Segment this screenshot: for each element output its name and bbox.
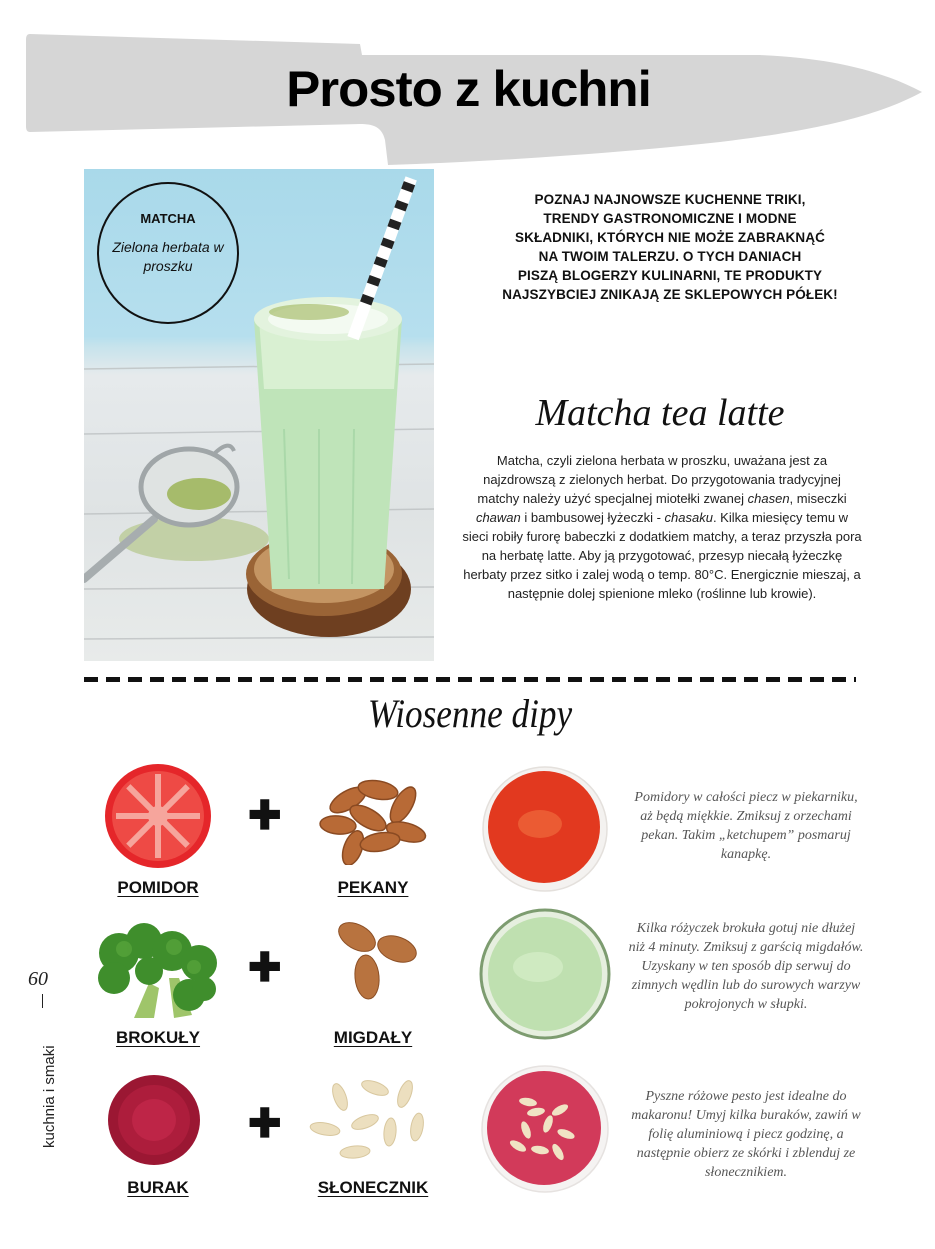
intro-text bbox=[470, 190, 870, 304]
ingredient-label: POMIDOR bbox=[117, 878, 199, 897]
badge-subtitle: Zielona herbata w proszku bbox=[112, 239, 224, 274]
broccoli-dip-jar-image bbox=[478, 907, 612, 1041]
broccoli-image bbox=[94, 923, 222, 1021]
section-label: kuchnia i smaki bbox=[41, 1045, 58, 1148]
intro-line: NAJSZYBCIEJ ZNIKAJĄ ZE SKLEPOWYCH PÓŁEK! bbox=[502, 287, 838, 302]
ingredient-label: BURAK bbox=[127, 1178, 189, 1197]
dip-row-tomato bbox=[0, 760, 935, 900]
page-title: Prosto z kuchni bbox=[286, 61, 651, 117]
ingredient-label: PEKANY bbox=[337, 878, 409, 897]
dip-row-broccoli bbox=[0, 915, 935, 1055]
ingredient-label: MIGDAŁY bbox=[333, 1028, 413, 1047]
pecans-image bbox=[318, 770, 430, 865]
beet-pesto-bowl-image bbox=[478, 1064, 612, 1194]
dip-description: Kilka różyczek brokuła gotuj nie dłużej niż 4 minuty. Zmiksuj z garścią migdałów. Uzyskany w ten sposób dip serwuj do zimnych wędlin lub do surowych warzyw pokrojonych w słupki. bbox=[628, 921, 864, 1012]
sunflower-seeds-image bbox=[305, 1072, 435, 1164]
badge-title: MATCHA bbox=[140, 211, 196, 226]
matcha-badge bbox=[97, 182, 239, 324]
dips-title: Wiosenne dipy bbox=[367, 691, 573, 736]
almonds-image bbox=[335, 919, 425, 1005]
intro-line: PISZĄ BLOGERZY KULINARNI, TE PRODUKTY bbox=[517, 268, 823, 283]
plus-icon: ✚ bbox=[248, 946, 282, 990]
plus-icon: ✚ bbox=[248, 1102, 282, 1146]
tomato-slice-image bbox=[103, 762, 213, 870]
plus-icon: ✚ bbox=[248, 794, 282, 838]
term-chawan: chawan bbox=[475, 510, 521, 525]
dip-description: Pyszne różowe pesto jest idealne do makaronu! Umyj kilka buraków, zawiń w folię aluminiową i piecz godzinę, a następnie obierz ze skórki i zblenduj ze słonecznikiem. bbox=[631, 1089, 861, 1180]
intro-line: NA TWOIM TALERZU. O TYCH DANIACH bbox=[538, 249, 802, 264]
intro-line: TRENDY GASTRONOMICZNE I MODNE bbox=[543, 211, 797, 226]
tomato-dip-bowl-image bbox=[480, 764, 610, 894]
dip-row-beet bbox=[0, 1062, 935, 1212]
body-text: Matcha, czyli zielona herbata w proszku, uważana jest za najzdrowszą z zielonych herbat. Do przygotowania tradycyjnej matchy należy użyć specjalnej miotełki zwanej bbox=[477, 453, 841, 506]
intro-line: POZNAJ NAJNOWSZE KUCHENNE TRIKI, bbox=[534, 192, 806, 207]
article-title: Matcha tea latte bbox=[535, 392, 785, 434]
body-text: , miseczki bbox=[789, 491, 847, 506]
page-number-divider bbox=[42, 994, 43, 1008]
body-text: i bambusowej łyżeczki - bbox=[520, 510, 665, 525]
ingredient-label: SŁONECZNIK bbox=[317, 1178, 429, 1197]
intro-line: SKŁADNIKI, KTÓRYCH NIE MOŻE ZABRAKNĄĆ bbox=[515, 230, 825, 245]
article-body bbox=[462, 451, 862, 603]
dashed-divider bbox=[84, 677, 856, 682]
page-number: 60 bbox=[28, 968, 48, 990]
term-chasaku: chasaku bbox=[664, 510, 713, 525]
term-chasen: chasen bbox=[747, 491, 790, 506]
beet-slice-image bbox=[106, 1074, 202, 1166]
body-text: . Kilka miesięcy temu w sieci robiły furorę babeczki z dodatkiem matchy, a teraz przyszła pora na herbatę latte. Aby ją przygotować, przesyp niecałą łyżeczkę herbaty przez sitko i zalej wodą o temp. 80°C. Energicznie mieszaj, a następnie dolej spienione mleko (roślinne lub krowie). bbox=[462, 510, 862, 601]
dip-description: Pomidory w całości piecz w piekarniku, aż będą miękkie. Zmiksuj z orzechami pekan. Takim „ketchupem” posmaruj kanapkę. bbox=[634, 790, 858, 862]
ingredient-label: BROKUŁY bbox=[115, 1028, 201, 1047]
